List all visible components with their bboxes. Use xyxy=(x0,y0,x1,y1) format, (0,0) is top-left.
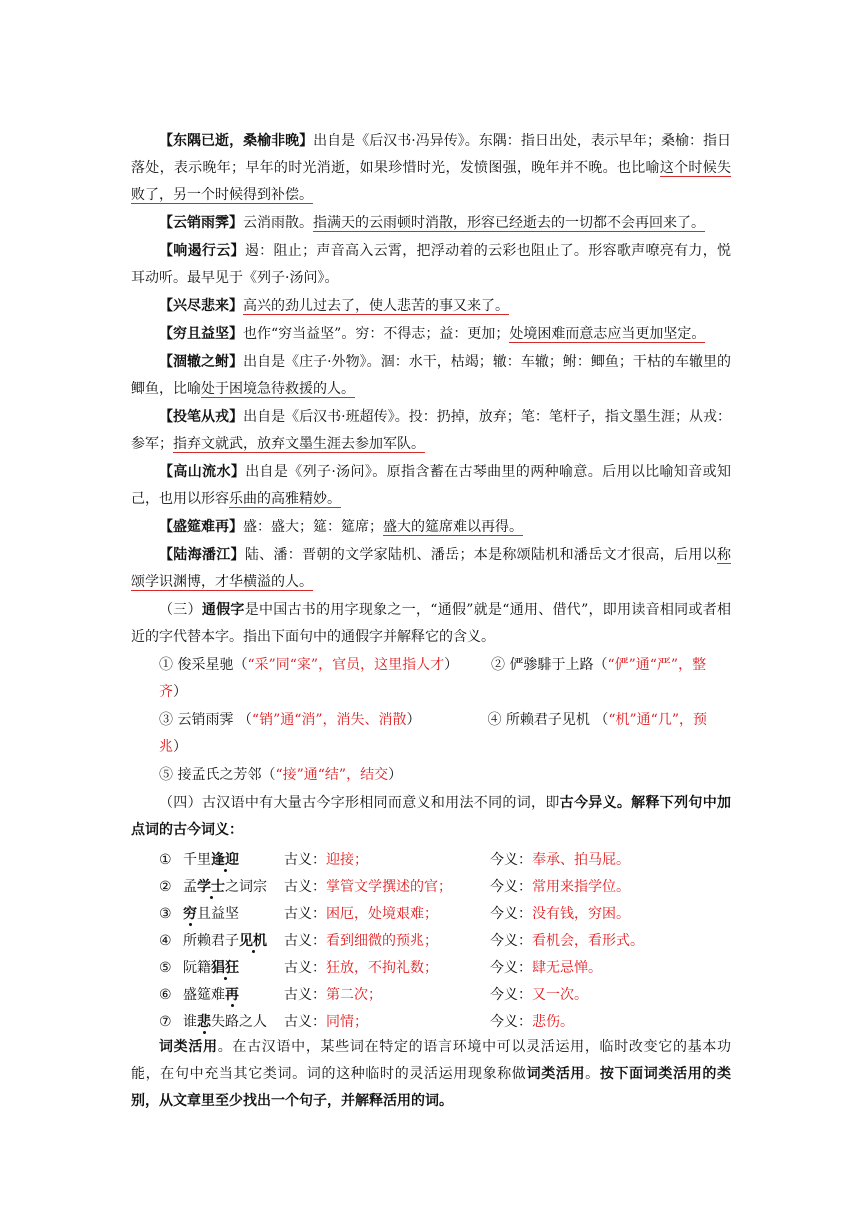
section5-keyword: 词类活用 xyxy=(159,1039,218,1055)
item-number: ③ xyxy=(159,712,173,728)
item-number: ② xyxy=(491,657,505,673)
modern-label: 今义： xyxy=(490,986,532,1003)
idiom-term: 【兴尽悲来】 xyxy=(159,298,243,314)
section5-text: 。在古汉语中，某些词在特定的语言环境中可以灵活运用，临时改变它的基本功能，在句中充当其它类词。词的这种临时的灵活运用现象称做 xyxy=(131,1039,732,1082)
dotted-word: 再 xyxy=(225,984,239,1004)
idiom-term: 【响遏行云】 xyxy=(159,243,245,259)
row-number: ② xyxy=(159,878,172,895)
idiom-entry xyxy=(131,404,731,458)
idiom-answer: 盛大的筵席难以再得。 xyxy=(383,519,523,535)
phrase-part: 孟 xyxy=(183,878,197,895)
phrase-part: 盛筵难 xyxy=(183,986,225,1003)
section3-text: 是中国古书的用字现象之一，“通假”就是“通用、借代”，即用读音相同或者相近的字代替本字。指出下面句中的通假字并解释它的含义。 xyxy=(131,602,732,645)
idiom-list xyxy=(131,128,731,596)
ancient-meaning: 第二次； xyxy=(326,986,382,1003)
idiom-entry xyxy=(131,293,731,320)
document-page xyxy=(131,128,731,1116)
section5-tail: 。 xyxy=(585,1066,600,1082)
ancient-meaning: 掌管文学撰述的官； xyxy=(326,878,452,895)
idiom-explanation: 也作“穷当益坚”。穷：不得志；益：更加； xyxy=(243,326,510,342)
section5-task: 按下面词类活用的类别，从文章里至少找出一个句子，并解释活用的词。 xyxy=(131,1066,732,1109)
ancient-meaning: 狂放，不拘礼数； xyxy=(326,959,438,976)
gujin-row xyxy=(159,845,644,872)
item-paren: ） xyxy=(173,684,187,700)
idiom-answer: 处于困境急待救援的人。 xyxy=(201,381,355,397)
section4-keyword: 古今异义 xyxy=(559,795,617,811)
idiom-answer: 指满天的云雨顿时消散，形容已经逝去的一切都不会再回来了。 xyxy=(313,215,705,231)
idiom-entry xyxy=(131,349,731,403)
item-paren: ） xyxy=(444,657,459,673)
ancient-meaning: 同情； xyxy=(326,1013,368,1030)
idiom-term: 【穷且益坚】 xyxy=(159,326,243,342)
item-phrase: 所赖君子见机 （ xyxy=(505,712,609,728)
section4-task: 。解释下列句中加点词的古今词义： xyxy=(131,795,732,838)
dotted-word: 学士 xyxy=(197,876,225,896)
section5-keyword-2: 词类活用 xyxy=(526,1066,586,1082)
ancient-meaning: 迎接； xyxy=(326,851,368,868)
modern-label: 今义： xyxy=(490,1013,532,1030)
gujin-row xyxy=(159,1007,644,1034)
idiom-answer: 指弃文就武，放弃文墨生涯去参加军队。 xyxy=(173,436,425,452)
modern-meaning: 奉承、拍马屁。 xyxy=(532,851,630,868)
gujin-row xyxy=(159,980,644,1007)
idiom-term: 【涸辙之鲋】 xyxy=(159,354,244,370)
modern-meaning: 没有钱，穷困。 xyxy=(532,905,630,922)
phrase-part: 所赖君子 xyxy=(183,932,239,949)
row-number: ⑥ xyxy=(159,986,172,1003)
idiom-term: 【东隅已逝，桑榆非晚】 xyxy=(159,133,314,149)
idiom-explanation: 云消雨散。 xyxy=(243,215,313,231)
phrase-part: 千里 xyxy=(183,851,211,868)
idiom-answer: 处境困难而意志应当更加坚定。 xyxy=(509,326,706,342)
item-answer: “接”通“结”，结交 xyxy=(275,767,389,783)
ancient-label: 古义： xyxy=(284,986,326,1003)
item-answer: “机”通“几”，预兆 xyxy=(159,712,707,755)
idiom-entry xyxy=(131,459,731,513)
idiom-entry xyxy=(131,321,731,348)
ancient-label: 古义： xyxy=(284,932,326,949)
phrase-part: 且益坚 xyxy=(197,905,239,922)
item-paren: ） xyxy=(173,739,187,755)
idiom-explanation: 盛：盛大；筵：筵席； xyxy=(243,519,383,535)
dotted-word: 逢迎 xyxy=(211,849,239,869)
row-number: ① xyxy=(159,851,172,868)
section4-label: （四） xyxy=(159,795,202,811)
ancient-meaning: 困厄，处境艰难； xyxy=(326,905,438,922)
idiom-explanation: 出自是《庄子·外物》。涸：水干，枯竭；辙：车辙；鲋：鲫鱼；干枯的车辙里的鲫鱼，比喻 xyxy=(131,354,732,397)
dotted-word: 猖狂 xyxy=(211,957,239,977)
gujin-row xyxy=(159,872,644,899)
modern-label: 今义： xyxy=(490,851,532,868)
gujin-row xyxy=(159,953,644,980)
item-paren: ） xyxy=(406,712,421,728)
tongjia-item-3 xyxy=(131,707,731,761)
modern-meaning: 悲伤。 xyxy=(532,1013,574,1030)
dotted-word: 悲 xyxy=(197,1011,211,1031)
idiom-answer: 称颂学识渊博，才华横溢的人。 xyxy=(131,547,732,590)
modern-label: 今义： xyxy=(490,878,532,895)
phrase-part: 失路之人 xyxy=(211,1013,267,1030)
idiom-explanation: 出自是《后汉书·班超传》。投：扔掉，放弃；笔：笔杆子，指文墨生涯；从戎：参军； xyxy=(131,409,732,452)
section3-intro xyxy=(131,597,731,651)
gujin-row xyxy=(159,899,644,926)
item-number: ① xyxy=(159,657,173,673)
tongjia-item-5 xyxy=(131,762,731,789)
section4-text: 古汉语中有大量古今字形相同而意义和用法不同的词，即 xyxy=(201,795,560,811)
item-answer: “采”同“寀”，官员，这里指人才 xyxy=(247,657,445,673)
ancient-label: 古义： xyxy=(284,851,326,868)
modern-meaning: 又一次。 xyxy=(532,986,588,1003)
gujin-table xyxy=(159,845,644,1034)
item-phrase: 云销雨霁 （ xyxy=(177,712,252,728)
tongjia-item-1 xyxy=(131,652,731,706)
ancient-meaning: 看到细微的预兆； xyxy=(326,932,438,949)
idiom-term: 【投笔从戎】 xyxy=(159,409,244,425)
row-number: ⑤ xyxy=(159,959,172,976)
idiom-entry xyxy=(131,128,731,209)
section3-keyword: 通假字 xyxy=(201,602,245,618)
gujin-row xyxy=(159,926,644,953)
row-number: ④ xyxy=(159,932,172,949)
modern-meaning: 常用来指学位。 xyxy=(532,878,630,895)
idiom-explanation: 出自是《后汉书·冯异传》。东隅：指日出处，表示早年；桑榆：指日落处，表示晚年；早年的时光消逝，如果珍惜时光，发愤图强，晚年并不晚。也比喻 xyxy=(131,133,732,176)
idiom-answer: 乐曲的高雅精妙。 xyxy=(229,491,341,507)
idiom-explanation: 遏：阻止；声音高入云霄，把浮动着的云彩也阻止了。形容歌声嘹亮有力，悦耳动听。最早见于《列子·汤问》。 xyxy=(131,243,732,286)
row-number: ⑦ xyxy=(159,1013,172,1030)
idiom-explanation: 出自是《列子·汤问》。原指含蓄在古琴曲里的两种喻意。后用以比喻知音或知己，也用以形容 xyxy=(131,464,732,507)
idiom-term: 【云销雨霁】 xyxy=(159,215,243,231)
modern-label: 今义： xyxy=(490,932,532,949)
idiom-answer: 高兴的劲儿过去了，使人悲苦的事又来了。 xyxy=(243,298,509,314)
ancient-label: 古义： xyxy=(284,905,326,922)
item-number: ⑤ xyxy=(159,767,173,783)
ancient-label: 古义： xyxy=(284,878,326,895)
idiom-entry xyxy=(131,210,731,237)
idiom-entry xyxy=(131,542,731,596)
item-answer: “俨”通“严”，整齐 xyxy=(159,657,707,700)
ancient-label: 古义： xyxy=(284,1013,326,1030)
item-paren: ） xyxy=(388,767,403,783)
row-number: ③ xyxy=(159,905,172,922)
phrase-part: 阮籍 xyxy=(183,959,211,976)
idiom-answer: 这个时候失败了，另一个时候得到补偿。 xyxy=(131,160,731,203)
idiom-entry xyxy=(131,238,731,292)
idiom-entry xyxy=(131,514,731,541)
item-phrase: 俨骖騑于上路（ xyxy=(509,657,608,673)
modern-meaning: 肆无忌惮。 xyxy=(532,959,602,976)
idiom-term: 【盛筵难再】 xyxy=(159,519,243,535)
phrase-part: 之词宗 xyxy=(225,878,267,895)
section3-label: （三） xyxy=(159,602,202,618)
idiom-explanation: 陆、潘：晋朝的文学家陆机、潘岳；本是称颂陆机和潘岳文才很高，后用以 xyxy=(244,547,718,563)
idiom-term: 【高山流水】 xyxy=(159,464,246,480)
item-phrase: 接孟氏之芳邻（ xyxy=(177,767,276,783)
dotted-word: 穷 xyxy=(183,903,197,923)
item-answer: “销”通“消”，消失、消散 xyxy=(251,712,407,728)
item-phrase: 俊采星驰（ xyxy=(177,657,248,673)
section5-paragraph xyxy=(131,1034,731,1115)
modern-label: 今义： xyxy=(490,959,532,976)
section4-intro xyxy=(131,790,731,844)
modern-meaning: 看机会，看形式。 xyxy=(532,932,644,949)
ancient-label: 古义： xyxy=(284,959,326,976)
modern-label: 今义： xyxy=(490,905,532,922)
item-number: ④ xyxy=(487,712,502,728)
phrase-part: 谁 xyxy=(183,1013,197,1030)
dotted-word: 见机 xyxy=(239,930,267,950)
idiom-term: 【陆海潘江】 xyxy=(159,547,245,563)
